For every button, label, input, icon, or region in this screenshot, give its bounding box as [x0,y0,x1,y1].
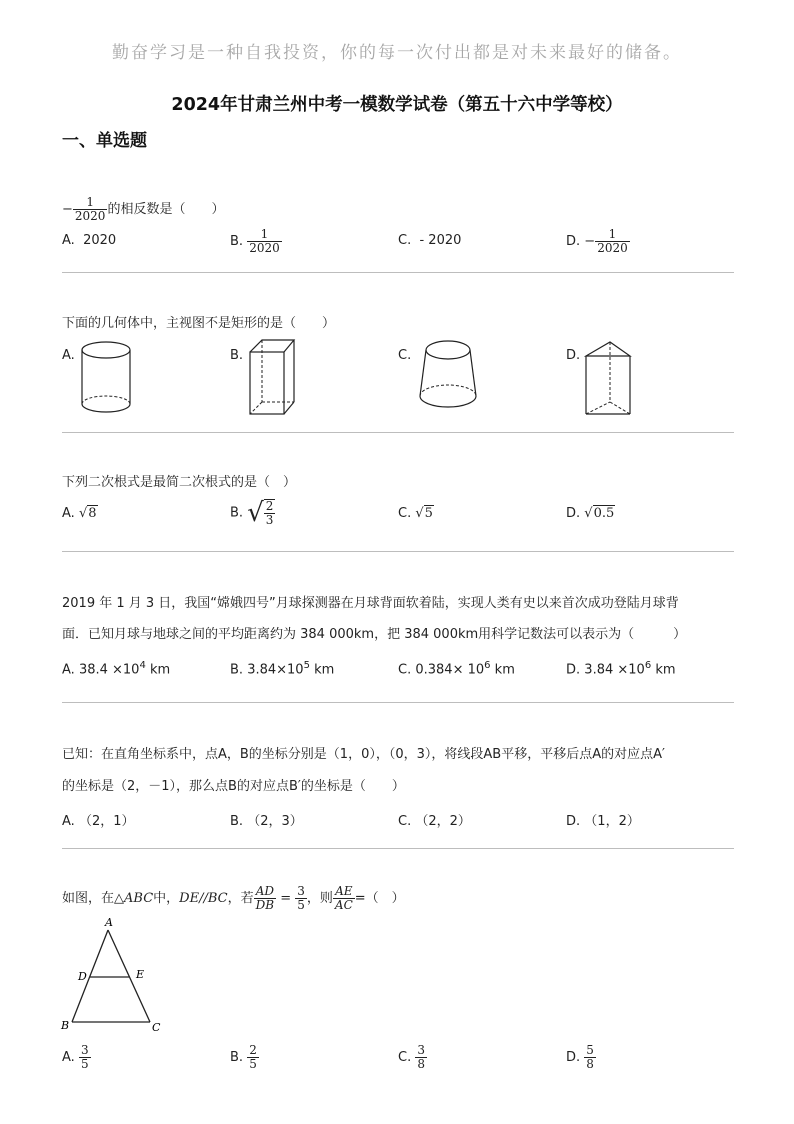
cylinder-figure [80,340,134,416]
option-c[interactable]: C. （2，2） [398,814,471,829]
option-a[interactable]: A. $\frac{3}{5}$ [62,1043,89,1071]
question-2-stem: 下面的几何体中，主视图不是矩形的是（ ） [62,316,336,331]
svg-text:A: A [105,916,113,929]
triangular-prism-figure [584,338,636,418]
divider [62,272,734,273]
triangle-figure [58,914,170,1036]
option-a[interactable]: A. [62,348,75,363]
option-b[interactable]: B. $\frac{1}{2020}$ [230,227,280,255]
question-6-stem: 如图，在△ABC中，DE//BC，若 $\frac{AD}{DB}$ = $\frac{3}{5}$ ，则 $\frac{AE}{AC}$ =（ ） [62,884,405,912]
question-5-stem-line1: 已知：在直角坐标系中，点A，B的坐标分别是（1，0），（0，3），将线段AB平移，平移后点A的对应点A′ [62,747,665,762]
option-c[interactable]: C. [398,348,412,363]
divider [62,848,734,849]
question-5-stem-line2: 的坐标是（2，－1），那么点B的对应点B′的坐标是（ ） [62,779,405,794]
question-3-stem: 下列二次根式是最简二次根式的是（ ） [62,475,297,490]
question-4-stem-line1: 2019 年 1 月 3 日，我国“嫦娥四号”月球探测器在月球背面软着陆，实现人类有史以来首次成功登陆月球背 [62,596,679,611]
option-d[interactable]: D. $3.84 \times 10^6$ km [566,660,676,678]
divider [62,702,734,703]
section-heading: 一、单选题 [62,131,147,151]
motto: 勤奋学习是一种自我投资，你的每一次付出都是对未来最好的储备。 [112,43,682,63]
divider [62,432,734,433]
option-a[interactable]: A. √8 [62,506,97,521]
fraction: $\frac{1}{2020}$ [74,195,106,223]
cuboid-figure [248,338,298,418]
svg-text:C: C [152,1021,161,1034]
option-a[interactable]: A. $38.4 \times 10^4$ km [62,660,171,678]
option-b[interactable]: B. √ $\frac{2}{3}$ [230,498,274,528]
option-c[interactable]: C. - 2020 [398,233,462,248]
option-b[interactable]: B. $3.84\times 10^5$ km [230,660,335,678]
option-a[interactable]: A. （2，1） [62,814,135,829]
page-title: 2024年甘肃兰州中考一模数学试卷（第五十六中学等校） [171,95,623,115]
option-c[interactable]: C. $\frac{3}{8}$ [398,1043,425,1071]
frustum-figure [418,338,480,410]
option-c[interactable]: C. $0.384\times 10^6$ km [398,660,515,678]
svg-text:B: B [61,1019,70,1032]
svg-text:E: E [136,968,145,981]
svg-text:D: D [78,970,87,983]
option-b[interactable]: B. （2，3） [230,814,303,829]
question-4-stem-line2: 面．已知月球与地球之间的平均距离约为 384 000km，把 384 000km用科学记数法可以表示为（ ） [62,627,687,642]
option-d[interactable]: D. $\frac{5}{8}$ [566,1043,594,1071]
option-a[interactable]: A. 2020 [62,233,117,248]
option-b[interactable]: B. [230,348,244,363]
option-c[interactable]: C. √5 [398,506,433,521]
divider [62,551,734,552]
option-d[interactable]: D. （1，2） [566,814,640,829]
option-b[interactable]: B. $\frac{2}{5}$ [230,1043,257,1071]
question-1-stem: − $\frac{1}{2020}$ 的相反数是（ ） [62,195,225,223]
option-d[interactable]: D. − $\frac{1}{2020}$ [566,227,628,255]
option-d[interactable]: D. √0.5 [566,506,615,521]
option-d[interactable]: D. [566,348,581,363]
